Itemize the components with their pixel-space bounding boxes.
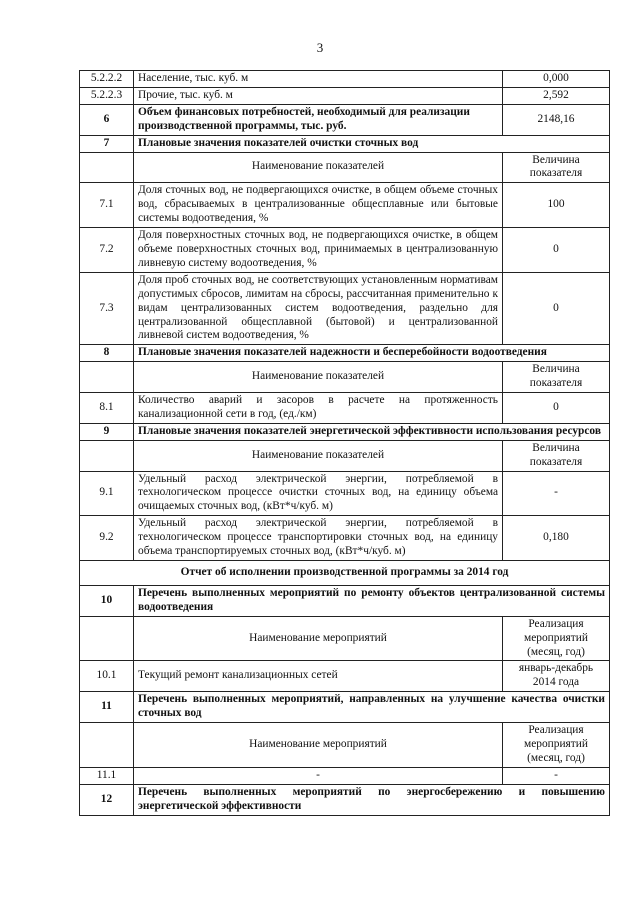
section-number: 8 <box>80 345 134 362</box>
row-number: 7.1 <box>80 183 134 228</box>
row-value: 2148,16 <box>503 104 610 135</box>
table-row <box>80 272 610 345</box>
section-row <box>80 692 610 723</box>
report-title: Отчет об исполнении производственной программы за 2014 год <box>80 561 610 586</box>
header-row <box>80 152 610 183</box>
row-name: Удельный расход электрической энергии, потребляемой в технологическом процессе транспортировки сточных вод, на единицу объема транспортируемых сточных вод, (кВт*ч/куб. м) <box>134 516 503 561</box>
row-number: 5.2.2.3 <box>80 87 134 104</box>
section-row <box>80 423 610 440</box>
table-row <box>80 471 610 516</box>
row-value: - <box>503 471 610 516</box>
program-table <box>79 70 610 816</box>
row-number: 9.1 <box>80 471 134 516</box>
row-value: 100 <box>503 183 610 228</box>
row-value: 0 <box>503 272 610 345</box>
header-value: Величина показателя <box>503 362 610 393</box>
header-name: Наименование мероприятий <box>134 723 503 768</box>
row-name: Объем финансовых потребностей, необходимый для реализации производственной программы, тыс. руб. <box>134 104 503 135</box>
row-name: Прочие, тыс. куб. м <box>134 87 503 104</box>
section-number: 12 <box>80 784 134 815</box>
row-name: Доля поверхностных сточных вод, не подвергающихся очистке, в общем объеме поверхностных сточных вод, принимаемых в централизованную ливневую систему водоотведения, % <box>134 228 503 273</box>
header-value: Величина показателя <box>503 152 610 183</box>
header-row <box>80 616 610 661</box>
table-row <box>80 516 610 561</box>
row-number: 8.1 <box>80 393 134 424</box>
row-value: - <box>503 767 610 784</box>
table-row <box>80 661 610 692</box>
header-value: Реализация мероприятий (месяц, год) <box>503 616 610 661</box>
header-value: Реализация мероприятий (месяц, год) <box>503 723 610 768</box>
row-name: Текущий ремонт канализационных сетей <box>134 661 503 692</box>
section-number: 9 <box>80 423 134 440</box>
section-title: Перечень выполненных мероприятий по энергосбережению и повышению энергетической эффективности <box>134 784 610 815</box>
table-row <box>80 87 610 104</box>
section-row <box>80 345 610 362</box>
section-title: Перечень выполненных мероприятий, направленных на улучшение качества очистки сточных вод <box>134 692 610 723</box>
header-name: Наименование мероприятий <box>134 616 503 661</box>
table-row <box>80 183 610 228</box>
section-title: Плановые значения показателей энергетической эффективности использования ресурсов <box>134 423 610 440</box>
row-value: 0 <box>503 393 610 424</box>
header-row <box>80 440 610 471</box>
row-value: 0,000 <box>503 71 610 88</box>
section-row <box>80 135 610 152</box>
section-number: 11 <box>80 692 134 723</box>
row-value: 0 <box>503 228 610 273</box>
header-row <box>80 723 610 768</box>
row-value: 0,180 <box>503 516 610 561</box>
row-value: 2,592 <box>503 87 610 104</box>
section-number: 10 <box>80 585 134 616</box>
page-number: 3 <box>316 40 324 55</box>
header-value: Величина показателя <box>503 440 610 471</box>
row-number: 7.3 <box>80 272 134 345</box>
section-number: 7 <box>80 135 134 152</box>
header-name: Наименование показателей <box>134 152 503 183</box>
header-name: Наименование показателей <box>134 440 503 471</box>
row-name: Доля сточных вод, не подвергающихся очистке, в общем объеме сточных вод, сбрасываемых в централизованные общесплавные или бытовые системы водоотведения, % <box>134 183 503 228</box>
empty-cell <box>80 723 134 768</box>
row-number: 6 <box>80 104 134 135</box>
table-row <box>80 767 610 784</box>
table-row <box>80 104 610 135</box>
row-number: 10.1 <box>80 661 134 692</box>
header-row <box>80 362 610 393</box>
row-name: Количество аварий и засоров в расчете на протяженность канализационной сети в год, (ед./км) <box>134 393 503 424</box>
table-row <box>80 228 610 273</box>
row-name: Население, тыс. куб. м <box>134 71 503 88</box>
row-number: 11.1 <box>80 767 134 784</box>
row-number: 5.2.2.2 <box>80 71 134 88</box>
empty-cell <box>80 440 134 471</box>
header-name: Наименование показателей <box>134 362 503 393</box>
row-name: Удельный расход электрической энергии, потребляемой в технологическом процессе очистки сточных вод, на единицу объема очищаемых сточных вод, (кВт*ч/куб. м) <box>134 471 503 516</box>
empty-cell <box>80 152 134 183</box>
row-number: 7.2 <box>80 228 134 273</box>
section-title: Плановые значения показателей очистки сточных вод <box>134 135 610 152</box>
section-row <box>80 784 610 815</box>
row-name: Доля проб сточных вод, не соответствующих установленным нормативам допустимых сбросов, лимитам на сбросы, рассчитанная применительно к видам централизованных систем водоотведения, раздельно для централизованной общесплавной (бытовой) и централизованной ливневой систем водоотведения, % <box>134 272 503 345</box>
empty-cell <box>80 362 134 393</box>
row-value: январь-декабрь 2014 года <box>503 661 610 692</box>
report-row <box>80 561 610 586</box>
table-row <box>80 71 610 88</box>
section-title: Плановые значения показателей надежности и бесперебойности водоотведения <box>134 345 610 362</box>
table-row <box>80 393 610 424</box>
row-number: 9.2 <box>80 516 134 561</box>
section-title: Перечень выполненных мероприятий по ремонту объектов централизованной системы водоотведения <box>134 585 610 616</box>
empty-cell <box>80 616 134 661</box>
section-row <box>80 585 610 616</box>
row-name: - <box>134 767 503 784</box>
